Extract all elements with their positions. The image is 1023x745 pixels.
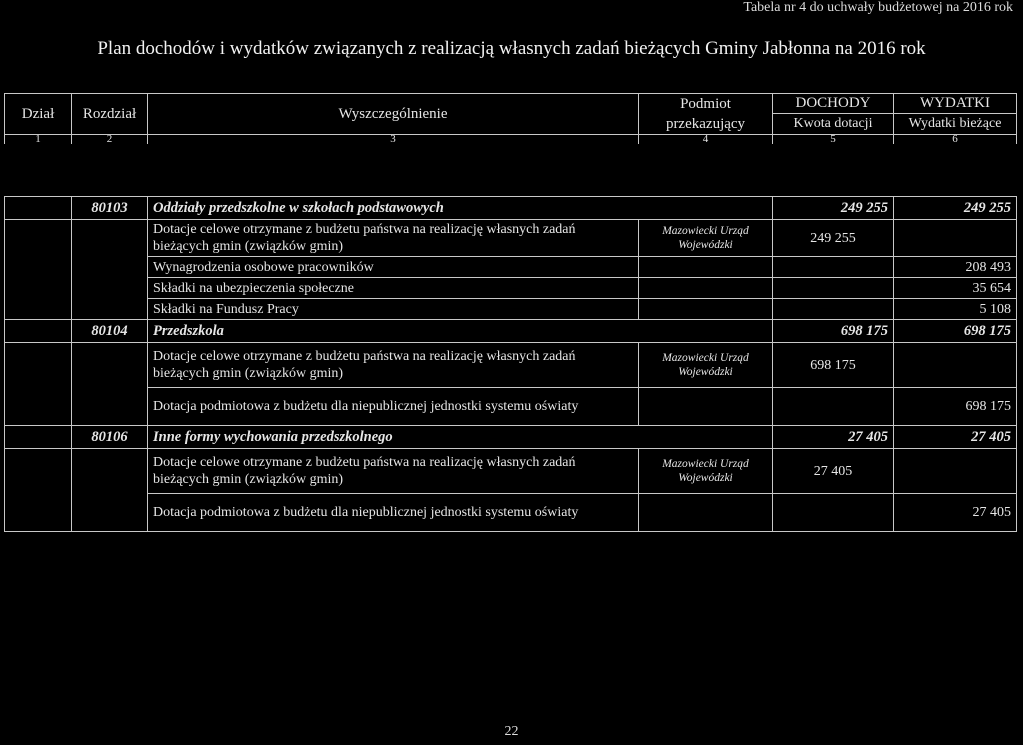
- section-row: [5, 426, 1017, 449]
- expense-label: Składki na Fundusz Pracy: [148, 299, 639, 320]
- table-row: [5, 449, 1017, 494]
- dzial-cell: [5, 197, 72, 220]
- expense-label: Dotacja podmiotowa z budżetu dla niepublicznej jednostki systemu oświaty: [148, 494, 639, 532]
- document-title: Plan dochodów i wydatków związanych z realizacją własnych zadań bieżących Gminy Jabłonna na 2016 rok: [97, 38, 926, 59]
- section-wydatki: 698 175: [894, 320, 1017, 343]
- header-rozdzial: Rozdział: [72, 94, 148, 135]
- dotacja-text: Dotacje celowe otrzymane z budżetu państwa na realizację własnych zadań bieżących gmin (związków gmin): [148, 449, 639, 494]
- table-row: [5, 220, 1017, 257]
- header-wydatki: WYDATKI: [894, 94, 1017, 114]
- header-podmiot: Podmiot przekazujący: [639, 94, 773, 135]
- col-number: 6: [894, 135, 1017, 145]
- expense-value: 27 405: [894, 494, 1017, 532]
- table-header: [4, 93, 1017, 144]
- table-row: [5, 494, 1017, 532]
- col-number: 5: [773, 135, 894, 145]
- dotacja-text: Dotacje celowe otrzymane z budżetu państwa na realizację własnych zadań bieżących gmin (związków gmin): [148, 343, 639, 388]
- kwota-dotacji: 698 175: [773, 343, 894, 388]
- table-row: [5, 343, 1017, 388]
- expense-label: Dotacja podmiotowa z budżetu dla niepublicznej jednostki systemu oświaty: [148, 388, 639, 426]
- podmiot-name: Mazowiecki Urząd Wojewódzki: [639, 343, 773, 388]
- expense-label: Składki na ubezpieczenia społeczne: [148, 278, 639, 299]
- section-name: Przedszkola: [148, 320, 773, 343]
- budget-table: [4, 196, 1017, 532]
- col-number: 4: [639, 135, 773, 145]
- table-row: [5, 257, 1017, 278]
- col-number: 3: [148, 135, 639, 145]
- section-dochody: 698 175: [773, 320, 894, 343]
- table-row: [5, 278, 1017, 299]
- expense-value: 698 175: [894, 388, 1017, 426]
- header-kwota-dotacji: Kwota dotacji: [773, 114, 894, 135]
- section-wydatki: 27 405: [894, 426, 1017, 449]
- section-row: [5, 197, 1017, 220]
- expense-value: 208 493: [894, 257, 1017, 278]
- section-dochody: 27 405: [773, 426, 894, 449]
- table-row: [5, 388, 1017, 426]
- dzial-cell: [5, 320, 72, 343]
- header-dzial: Dział: [5, 94, 72, 135]
- podmiot-name: Mazowiecki Urząd Wojewódzki: [639, 449, 773, 494]
- document-caption: Tabela nr 4 do uchwały budżetowej na 2016 rok: [743, 0, 1013, 15]
- dotacja-text: Dotacje celowe otrzymane z budżetu państwa na realizację własnych zadań bieżących gmin (związków gmin): [148, 220, 639, 257]
- section-name: Oddziały przedszkolne w szkołach podstawowych: [148, 197, 773, 220]
- expense-label: Wynagrodzenia osobowe pracowników: [148, 257, 639, 278]
- expense-value: 5 108: [894, 299, 1017, 320]
- page-number: 22: [504, 724, 519, 739]
- rozdzial-code: 80103: [72, 197, 148, 220]
- rozdzial-code: 80106: [72, 426, 148, 449]
- header-dochody: DOCHODY: [773, 94, 894, 114]
- kwota-dotacji: 249 255: [773, 220, 894, 257]
- kwota-dotacji: 27 405: [773, 449, 894, 494]
- section-row: [5, 320, 1017, 343]
- header-wydatki-biezace: Wydatki bieżące: [894, 114, 1017, 135]
- section-wydatki: 249 255: [894, 197, 1017, 220]
- section-dochody: 249 255: [773, 197, 894, 220]
- col-number: 1: [5, 135, 72, 145]
- header-wyszczegolnienie: Wyszczególnienie: [148, 94, 639, 135]
- table-row: [5, 299, 1017, 320]
- section-name: Inne formy wychowania przedszkolnego: [148, 426, 773, 449]
- rozdzial-code: 80104: [72, 320, 148, 343]
- expense-value: 35 654: [894, 278, 1017, 299]
- dzial-cell: [5, 426, 72, 449]
- podmiot-name: Mazowiecki Urząd Wojewódzki: [639, 220, 773, 257]
- col-number: 2: [72, 135, 148, 145]
